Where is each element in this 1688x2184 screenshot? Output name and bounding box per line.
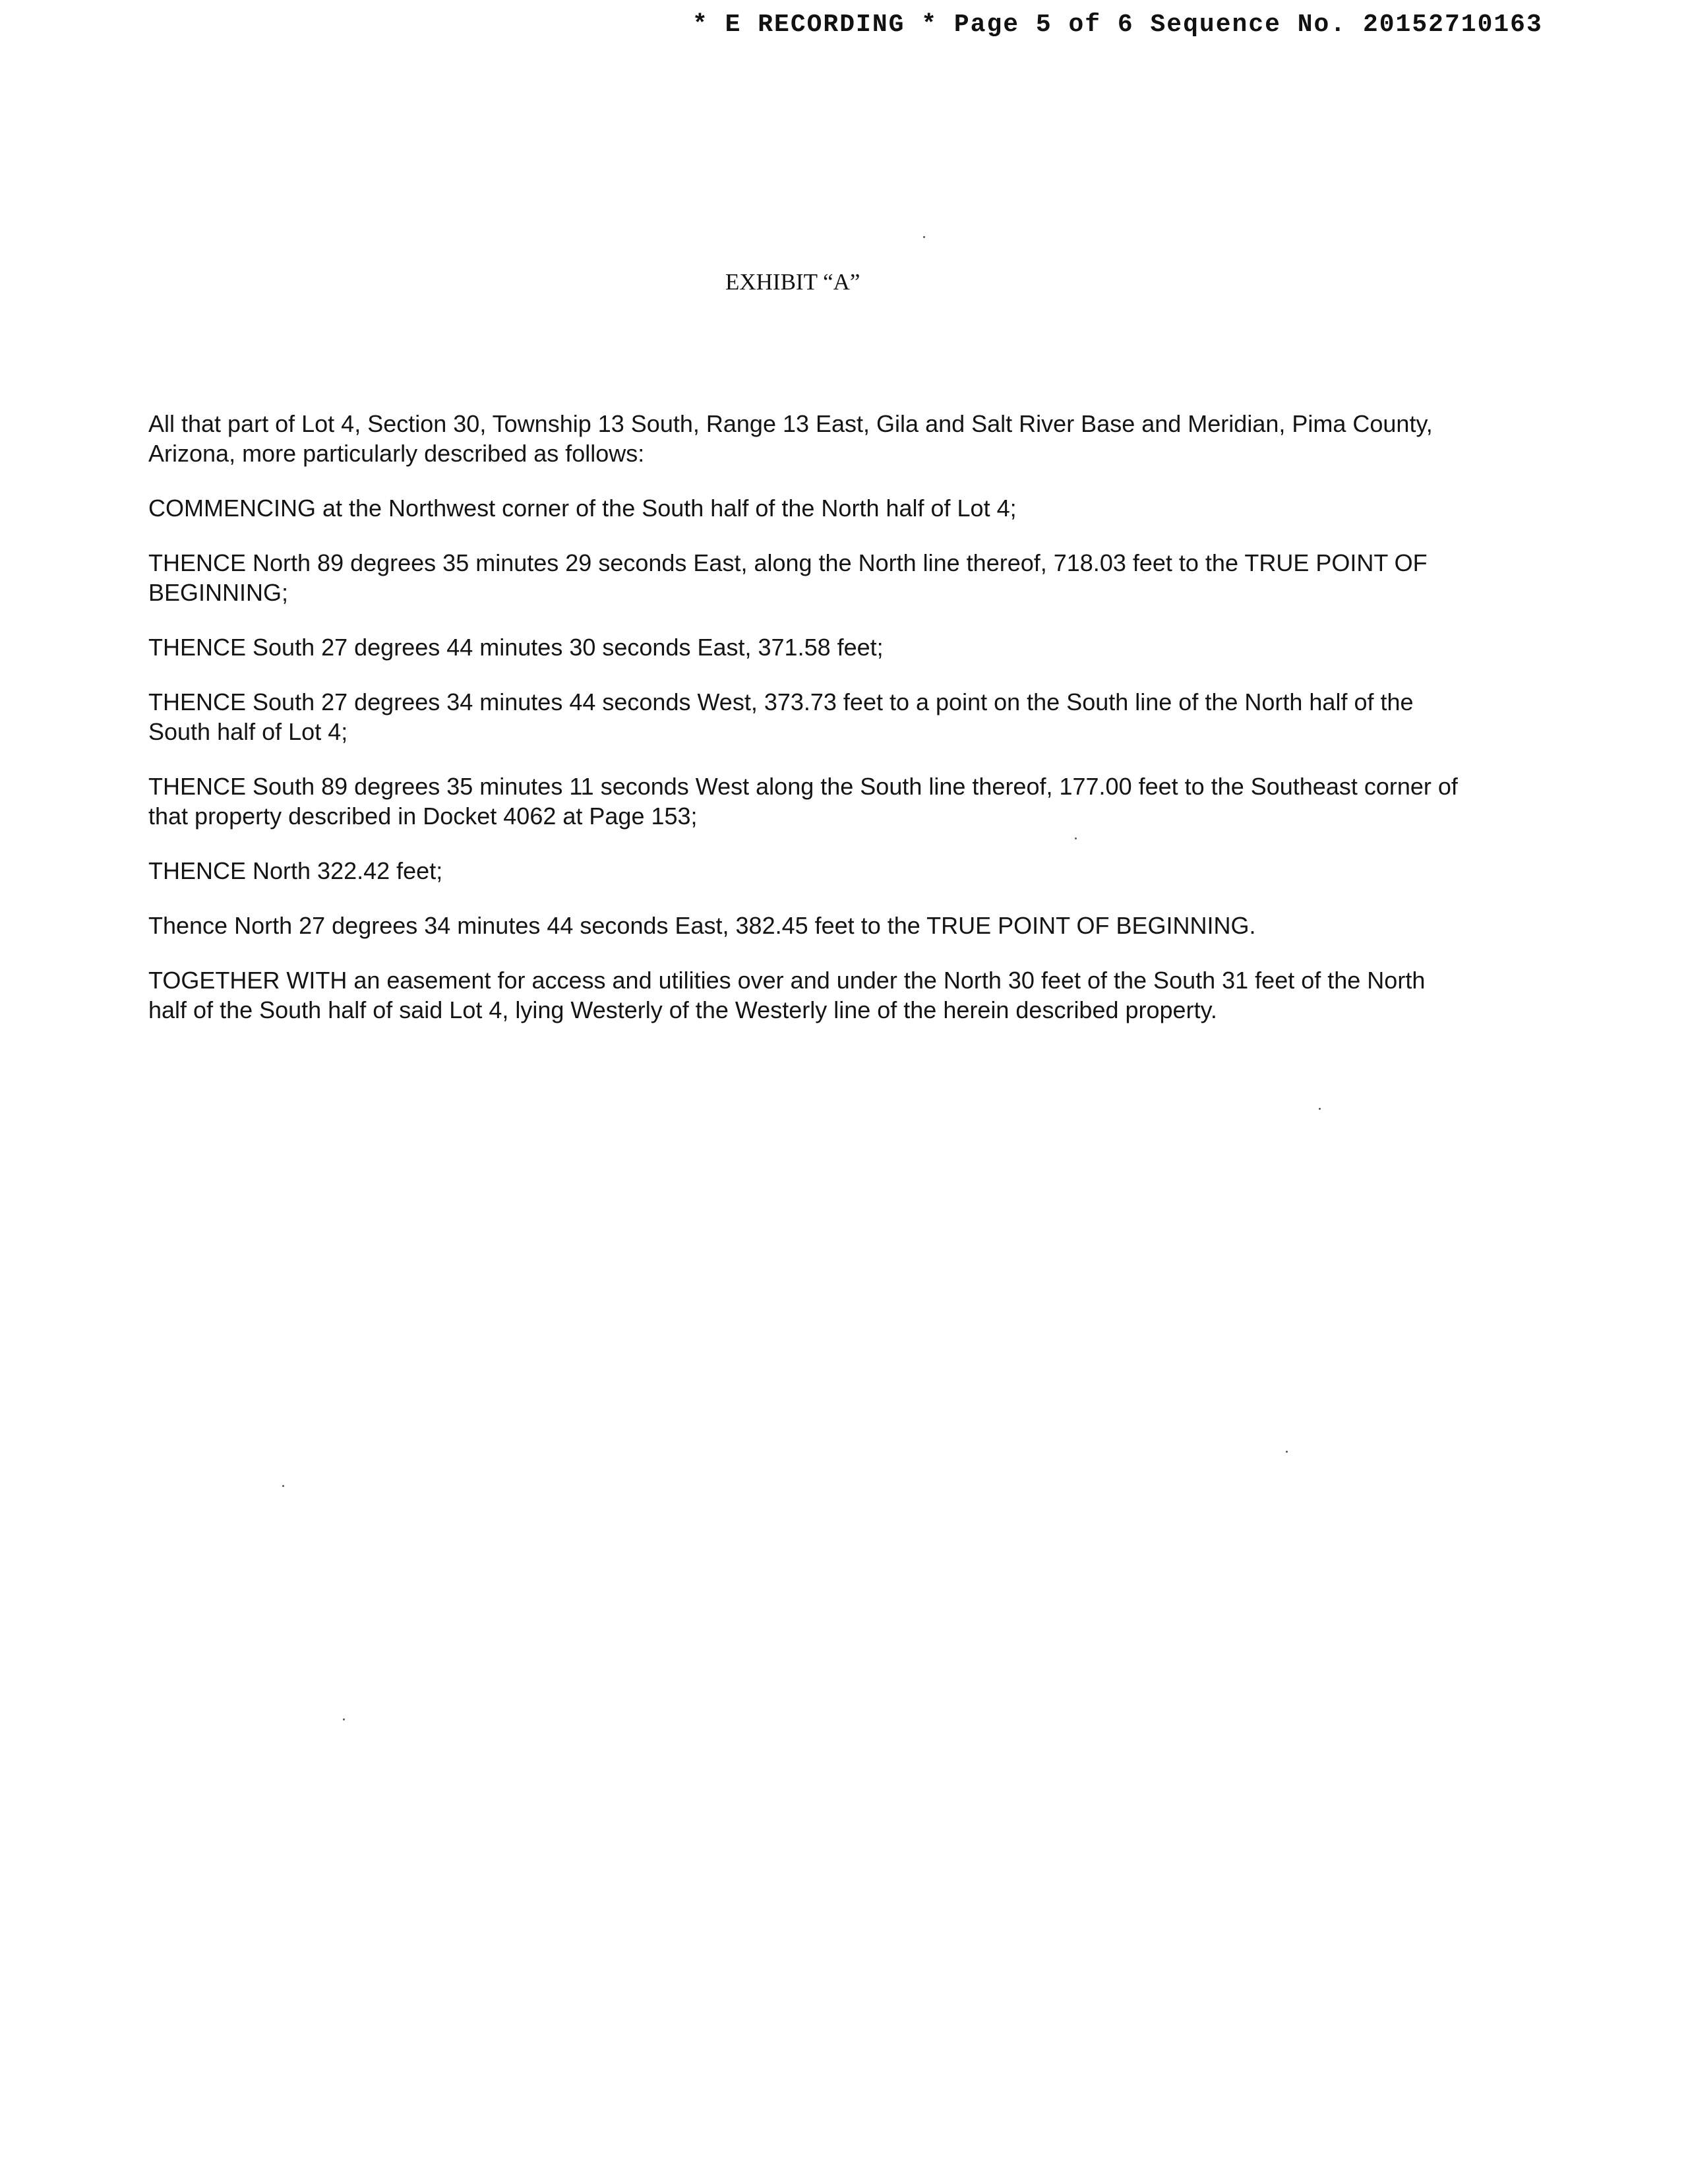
exhibit-title: EXHIBIT “A” [725, 269, 860, 295]
scan-speck [1319, 1108, 1321, 1110]
paragraph-intro: All that part of Lot 4, Section 30, Township 13 South, Range 13 East, Gila and Salt River Base and Meridian, Pima County, Arizona, more particularly described as follows: [148, 410, 1433, 467]
scan-speck [923, 236, 925, 238]
paragraph-course-2: THENCE South 27 degrees 44 minutes 30 seconds East, 371.58 feet; [148, 634, 884, 661]
paragraph-course-5: THENCE North 322.42 feet; [148, 857, 443, 884]
legal-description [148, 409, 1467, 1050]
scan-speck [1286, 1451, 1288, 1453]
paragraph-course-6: Thence North 27 degrees 34 minutes 44 seconds East, 382.45 feet to the TRUE POINT OF BEGINNING. [148, 912, 1256, 939]
paragraph-course-1: THENCE North 89 degrees 35 minutes 29 seconds East, along the North line thereof, 718.03 feet to the TRUE POINT OF BEGINNING; [148, 549, 1428, 606]
scan-speck [343, 1718, 345, 1720]
scan-speck [1075, 837, 1077, 839]
recording-header: * E RECORDING * Page 5 of 6 Sequence No. 20152710163 [692, 11, 1543, 39]
paragraph-course-4: THENCE South 89 degrees 35 minutes 11 seconds West along the South line thereof, 177.00 feet to the Southeast corner of that property described in Docket 4062 at Page 153; [148, 773, 1458, 830]
paragraph-commencing: COMMENCING at the Northwest corner of the South half of the North half of Lot 4; [148, 495, 1017, 522]
scan-speck [282, 1485, 284, 1487]
paragraph-easement: TOGETHER WITH an easement for access and utilities over and under the North 30 feet of the South 31 feet of the North half of the South half of said Lot 4, lying Westerly of the Westerly line of the herein described property. [148, 967, 1426, 1023]
paragraph-course-3: THENCE South 27 degrees 34 minutes 44 seconds West, 373.73 feet to a point on the South line of the North half of the South half of Lot 4; [148, 688, 1414, 745]
